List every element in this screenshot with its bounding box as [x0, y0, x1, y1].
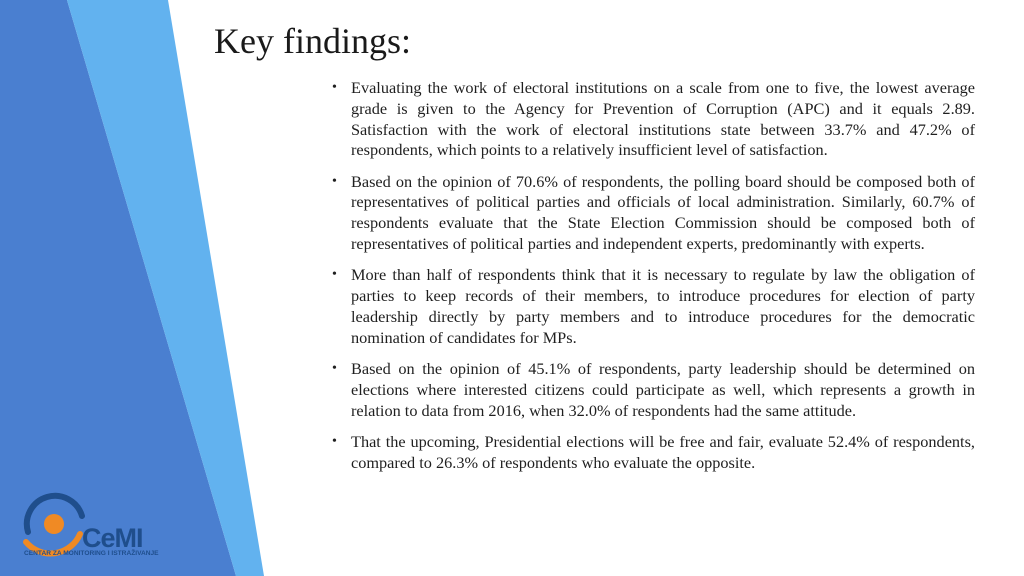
finding-text: Based on the opinion of 70.6% of respondents, the polling board should be composed both of representatives of political parties and officials of local administration. Similarly, 60.7% of respondents evaluate that the State Election Commission should be composed both of representatives of political parties and independent experts, predominantly with experts. [351, 171, 975, 254]
finding-item [330, 78, 975, 161]
cemi-logo [20, 488, 170, 564]
finding-item [330, 172, 975, 255]
finding-item [330, 265, 975, 348]
finding-item [330, 359, 975, 421]
finding-text: That the upcoming, Presidential elections will be free and fair, evaluate 52.4% of respondents, compared to 26.3% of respondents who evaluate the opposite. [351, 431, 975, 472]
finding-item [330, 432, 975, 474]
bullet-icon: • [332, 433, 337, 449]
bullet-icon: • [332, 267, 337, 283]
logo-wordmark: CeMI [82, 523, 143, 553]
bullet-icon: • [332, 361, 337, 377]
finding-text: More than half of respondents think that it is necessary to regulate by law the obligation of parties to keep records of their members, to introduce procedures for election of party leadership directly by party members and to introduce procedures for the democratic nomination of candidates for MPs. [351, 265, 975, 347]
finding-text: Evaluating the work of electoral institutions on a scale from one to five, the lowest average grade is given to the Agency for Prevention of Corruption (APC) and it equals 2.89. Satisfaction with the work of electoral institutions state between 33.7% and 47.2% of respondents, which points to a relatively insufficient level of satisfaction. [351, 78, 975, 160]
bullet-icon: • [332, 173, 337, 189]
bullet-icon: • [332, 80, 337, 95]
key-findings-list [330, 78, 975, 474]
logo-subtitle: CENTAR ZA MONITORING I ISTRAŽIVANJE [24, 550, 159, 557]
page-title: Key findings: [214, 21, 411, 61]
finding-text: Based on the opinion of 45.1% of respondents, party leadership should be determined on elections where interested citizens could participate as well, which represents a growth in relation to data from 2016, when 32.0% of respondents had the same attitude. [351, 359, 975, 420]
